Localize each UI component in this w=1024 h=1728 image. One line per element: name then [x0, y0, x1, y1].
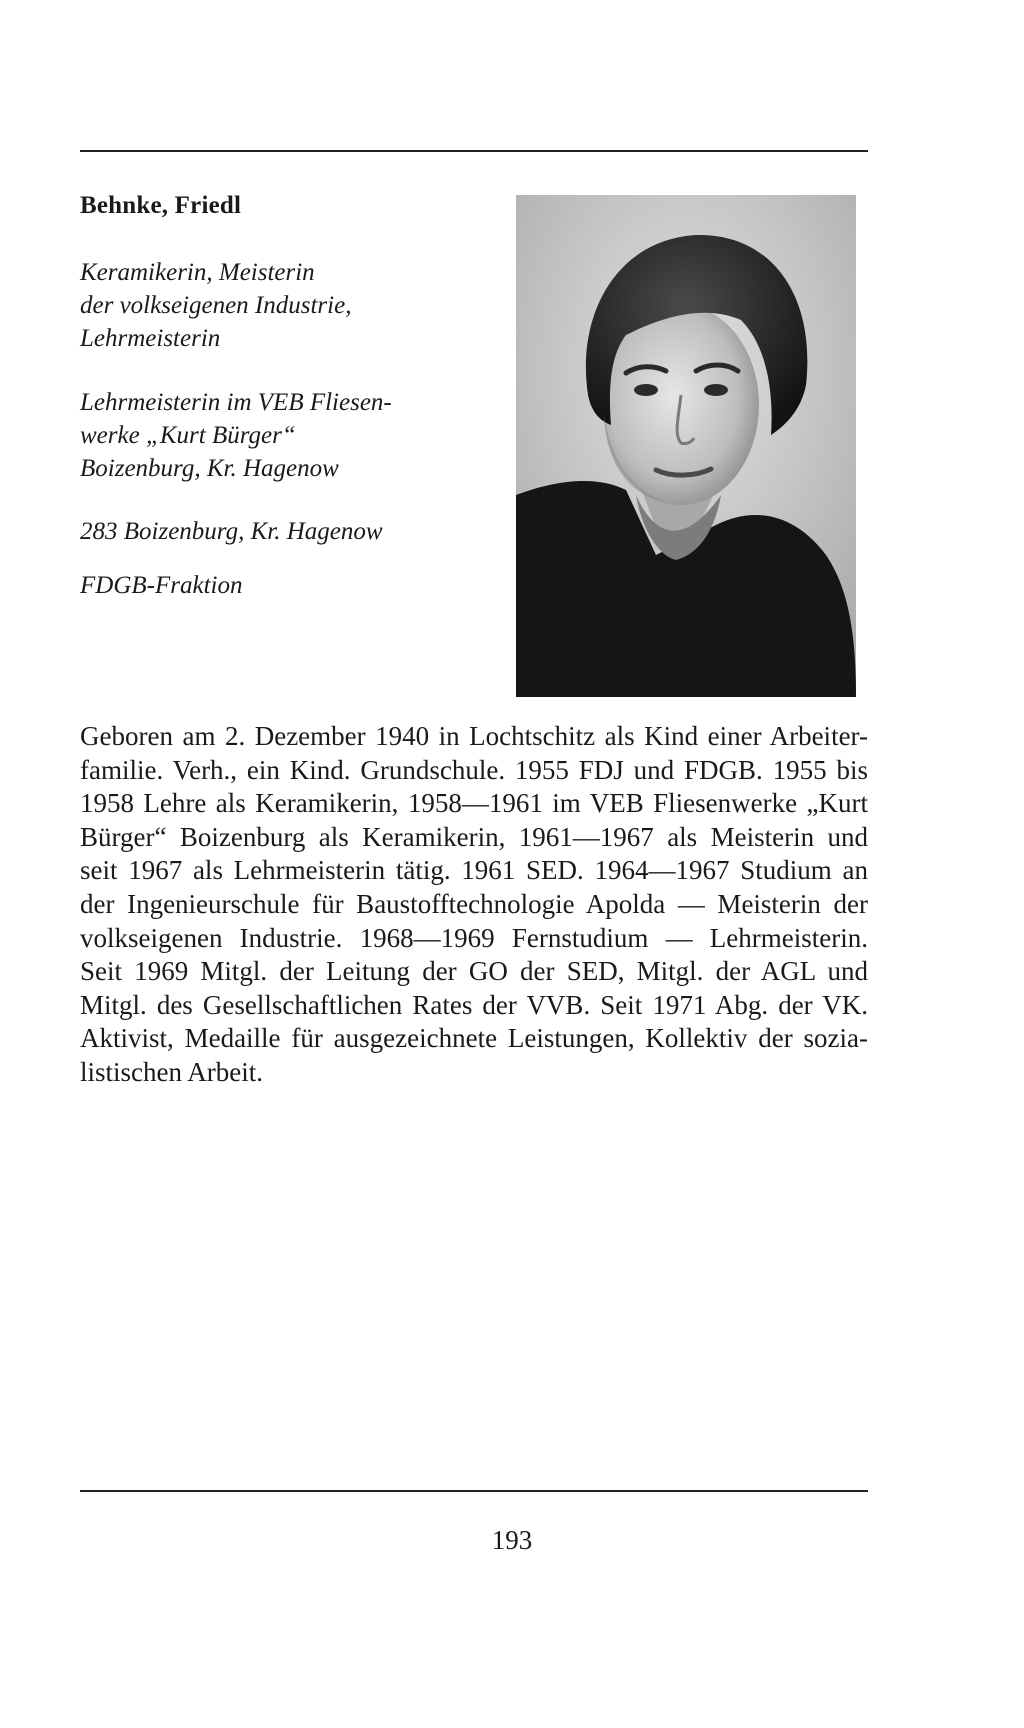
- biography-line: Geboren am 2. Dezember 1940 in Lochtschitz als Kind einer Arbeiter-: [80, 721, 868, 751]
- biography-line: Aktivist, Medaille für ausgezeichnete Leistungen, Kollektiv der sozia-: [80, 1023, 868, 1054]
- biography-line: Bürger“ Boizenburg als Keramikerin, 1961—1967 als Meisterin und: [80, 821, 868, 852]
- title-line: Lehrmeisterin: [80, 325, 221, 352]
- workplace-line: werke „Kurt Bürger“: [80, 422, 296, 449]
- biography: [80, 720, 868, 1090]
- top-rule: [80, 150, 868, 152]
- page-number: 193: [491, 1525, 533, 1555]
- workplace-line: Lehrmeisterin im VEB Fliesen-: [80, 389, 392, 416]
- workplace-line: Boizenburg, Kr. Hagenow: [80, 455, 339, 482]
- biography-line: 1958 Lehre als Keramikerin, 1958—1961 im VEB Fliesenwerke „Kurt: [80, 788, 868, 819]
- biography-line: volkseigenen Industrie. 1968—1969 Fernstudium — Lehrmeisterin.: [80, 922, 868, 953]
- entry-workplace: [80, 386, 392, 485]
- address-line: 283 Boizenburg, Kr. Hagenow: [80, 518, 383, 545]
- biography-line: seit 1967 als Lehrmeisterin tätig. 1961 SED. 1964—1967 Studium an: [80, 855, 868, 886]
- bottom-rule: [80, 1490, 868, 1492]
- entry-address: [80, 515, 383, 548]
- biography-line: familie. Verh., ein Kind. Grundschule. 1955 FDJ und FDGB. 1955 bis: [80, 754, 868, 785]
- entry-titles: [80, 256, 351, 355]
- biography-line: Mitgl. des Gesellschaftlichen Rates der VVB. Seit 1971 Abg. der VK.: [80, 989, 868, 1020]
- biography-line: Seit 1969 Mitgl. der Leitung der GO der SED, Mitgl. der AGL und: [80, 956, 868, 987]
- title-line: der volkseigenen Industrie,: [80, 292, 352, 319]
- portrait-photo: [516, 195, 856, 697]
- faction-line: FDGB-Fraktion: [80, 572, 243, 599]
- portrait-illustration: [516, 195, 856, 697]
- biography-line: listischen Arbeit.: [80, 1056, 263, 1087]
- title-line: Keramikerin, Meisterin: [80, 259, 315, 286]
- biography-line: der Ingenieurschule für Baustofftechnologie Apolda — Meisterin der: [80, 888, 868, 919]
- entry-name: Behnke, Friedl: [80, 192, 242, 219]
- entry-faction: [80, 569, 242, 602]
